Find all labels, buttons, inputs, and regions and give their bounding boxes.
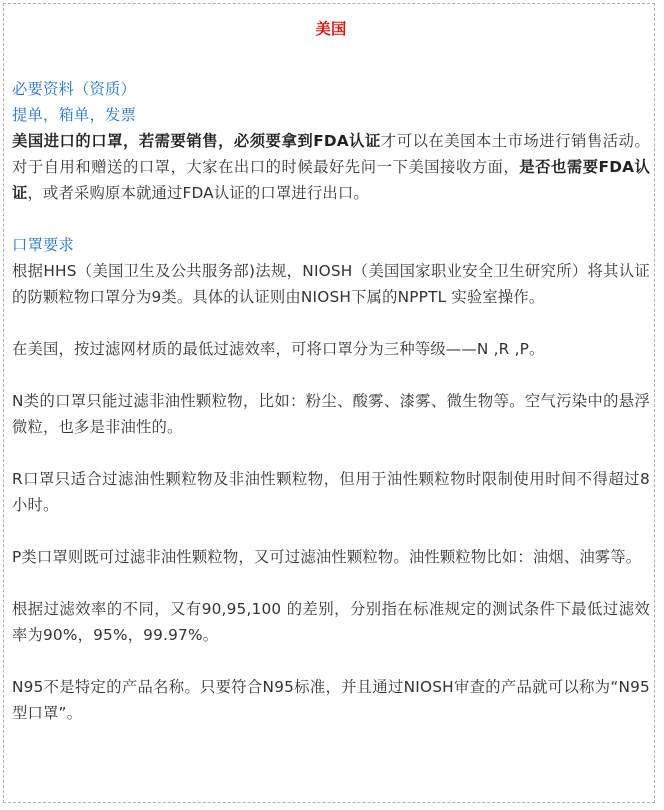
fda-text-1: 才可以在美国本土市场进行销售活动。对于自用和赠送的口罩，大家在出口的时候最好先问一下美国接收方面，: [12, 132, 650, 176]
p-class-paragraph: P类口罩则既可过滤非油性颗粒物，又可过滤油性颗粒物。油性颗粒物比如：油烟、油雾等。: [12, 548, 642, 566]
n-class-paragraph: N类的口罩只能过滤非油性颗粒物，比如：粉尘、酸雾、漆雾、微生物等。空气污染中的悬浮微粒，也多是非油性的。: [12, 392, 650, 436]
niosh-paragraph: 根据HHS（美国卫生及公共服务部)法规，NIOSH（美国国家职业安全卫生研究所）将其认证的防颗粒物口罩分为9类。具体的认证则由NIOSH下属的NPPTL 实验室操作。: [12, 262, 650, 306]
r-class-paragraph: R口罩只适合过滤油性颗粒物及非油性颗粒物，但用于油性颗粒物时限制使用时间不得超过8小时。: [12, 470, 650, 514]
fda-bold-1: 美国进口的口罩，若需要销售，必须要拿到FDA认证: [12, 132, 381, 150]
docs-list: 提单，箱单，发票: [12, 106, 136, 124]
fda-bold-2: 是否也需要FDA认证: [12, 158, 650, 202]
levels-paragraph: 在美国，按过滤网材质的最低过滤效率，可将口罩分为三种等级——N ,R ,P。: [12, 340, 545, 358]
efficiency-paragraph: 根据过滤效率的不同，又有90,95,100 的差别，分别指在标准规定的测试条件下最低过滤效率为90%，95%，99.97%。: [12, 600, 650, 644]
docs-heading: 必要资料（资质）: [12, 80, 136, 98]
article-body: [12, 12, 650, 726]
page-title: 美国: [315, 20, 347, 38]
fda-text-2: ，或者采购原本就通过FDA认证的口罩进行出口。: [27, 184, 369, 202]
fda-paragraph: [12, 128, 650, 206]
mask-requirements-heading: 口罩要求: [12, 236, 74, 254]
n95-paragraph: N95不是特定的产品名称。只要符合N95标准，并且通过NIOSH审查的产品就可以称为“N95型口罩”。: [12, 678, 650, 722]
